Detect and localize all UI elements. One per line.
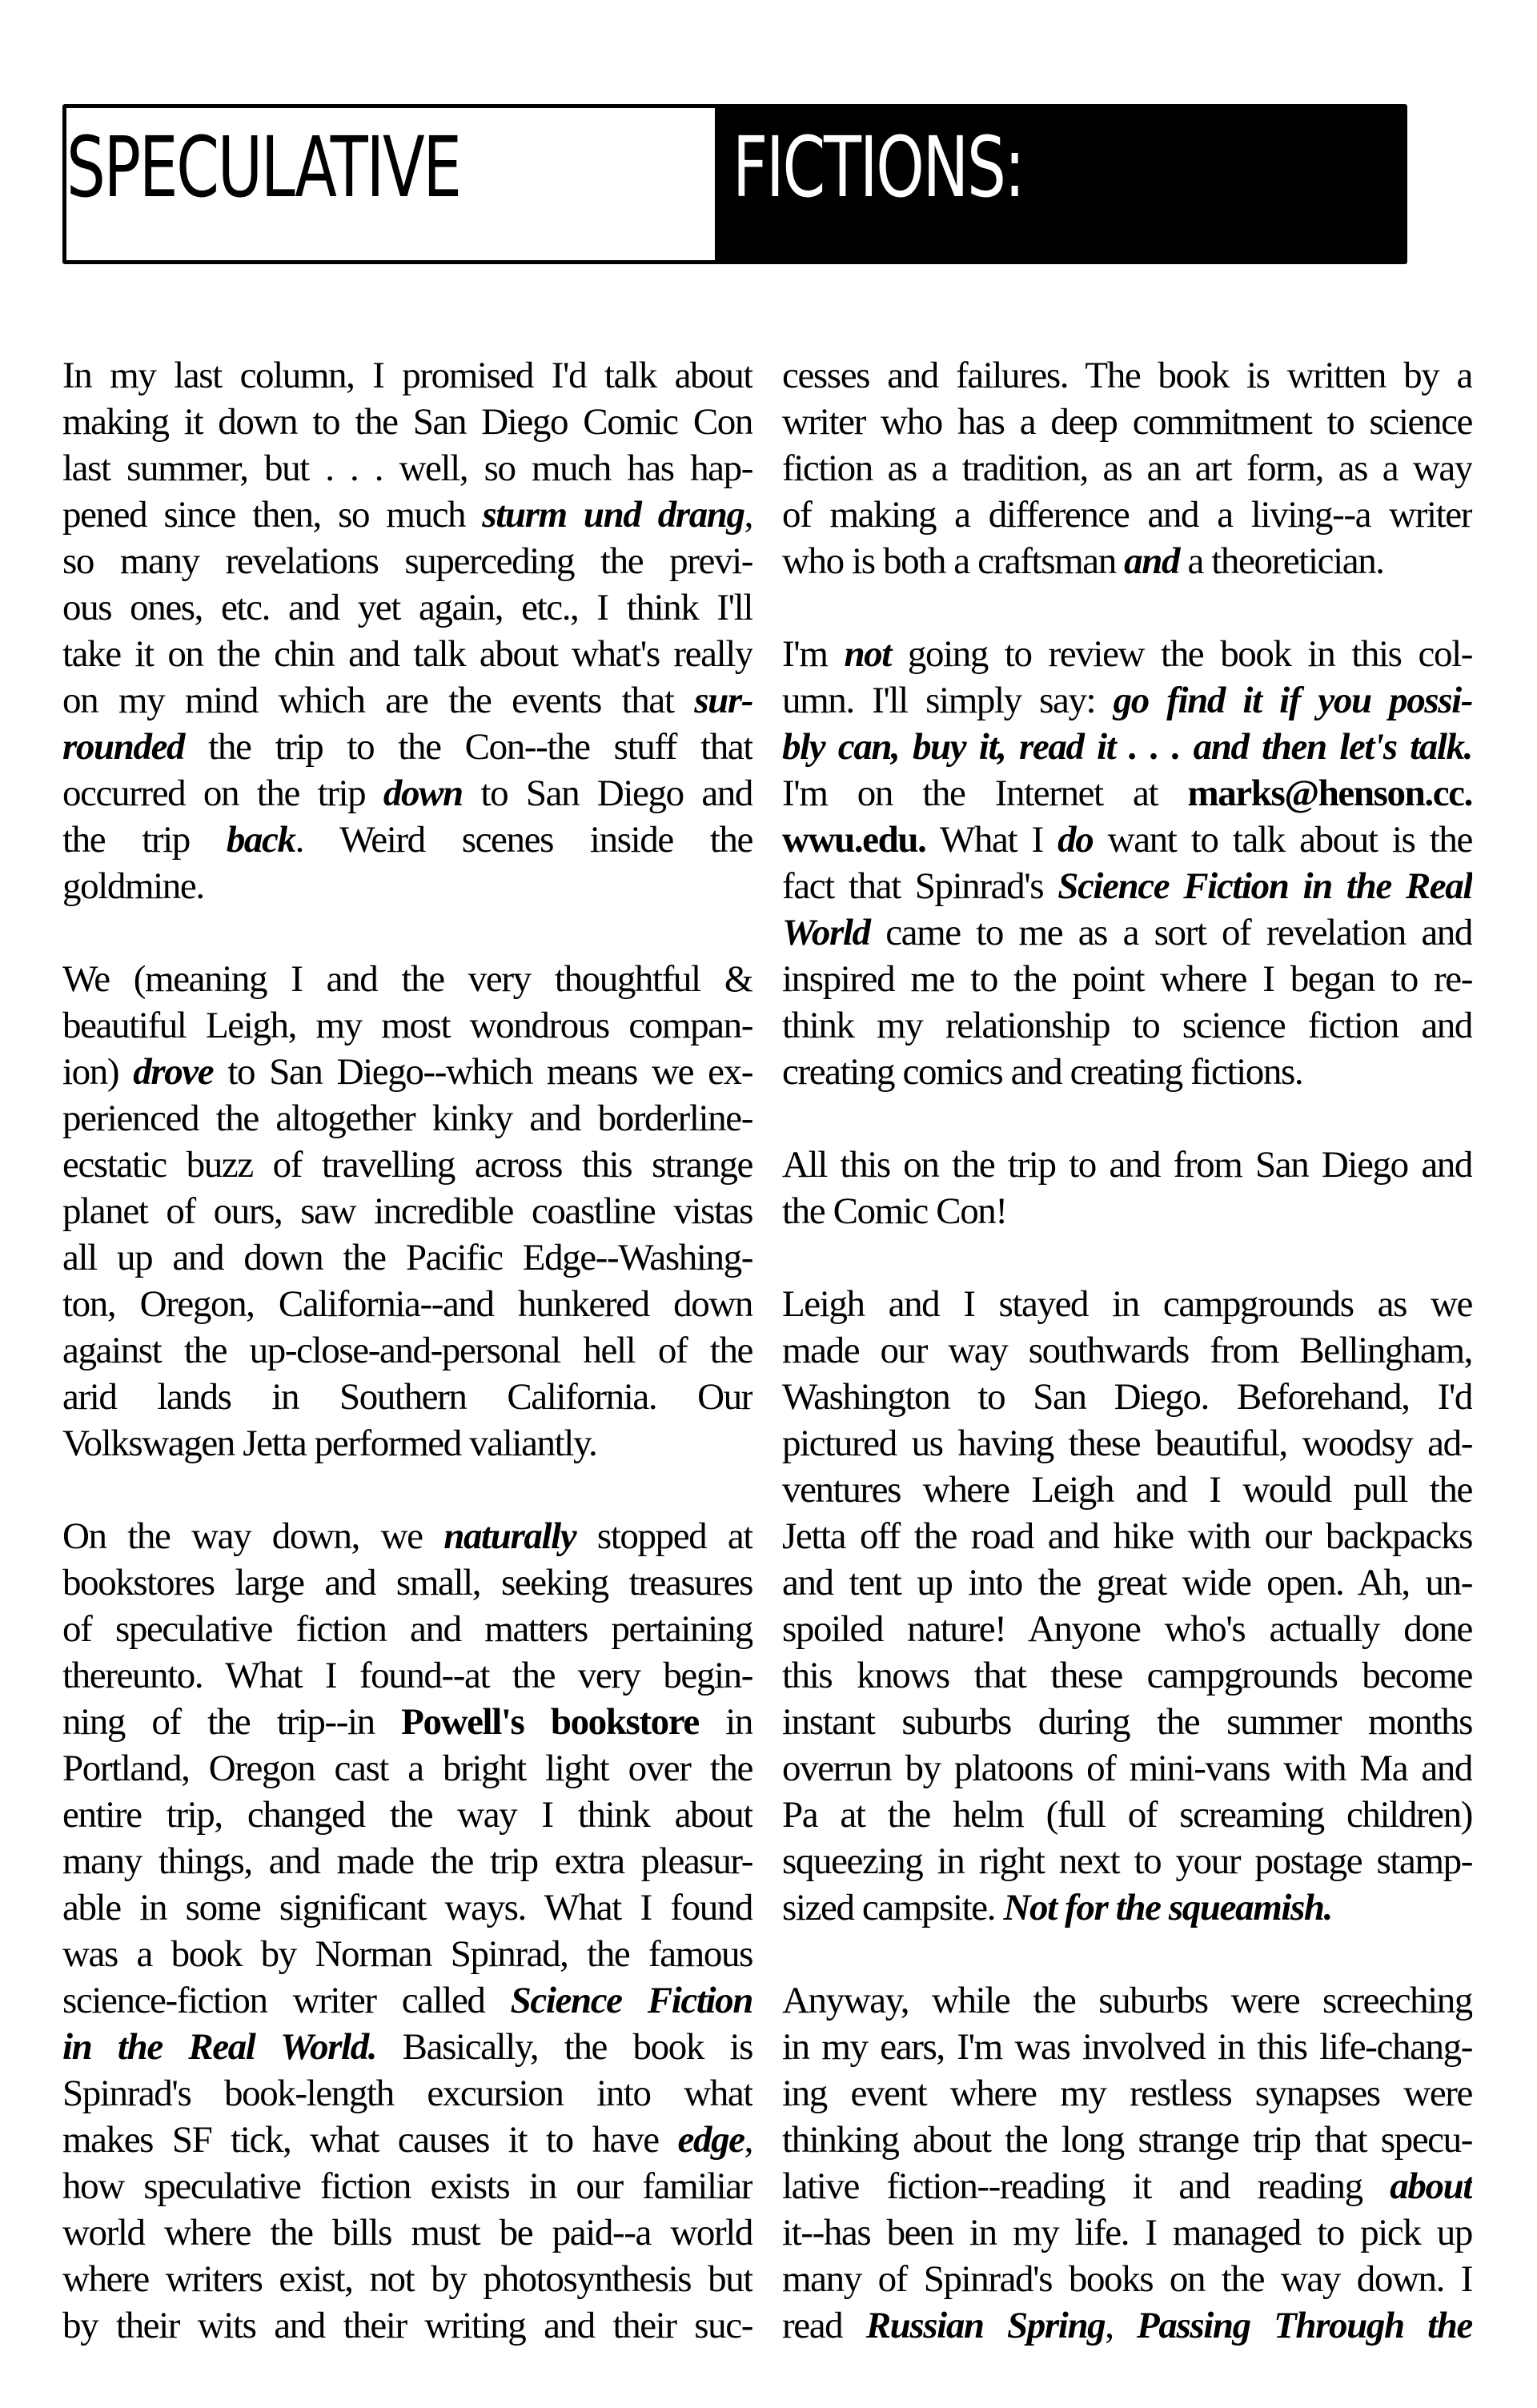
text-run: makes SF tick, what causes it to have — [62, 2119, 678, 2161]
text-run: overrun by platoons of mini-vans with Ma and — [782, 1748, 1472, 1789]
text-line — [782, 817, 1472, 863]
text-line — [782, 863, 1472, 909]
paragraph-gap — [782, 1095, 1472, 1142]
text-run: on my mind which are the events that — [62, 680, 695, 721]
text-run: and tent up into the great wide open. Ah, un- — [782, 1562, 1472, 1603]
text-run: cesses and failures. The book is written by a — [782, 355, 1472, 396]
text-run: think my relationship to science fiction and — [782, 1005, 1472, 1046]
text-run: made our way southwards from Bellingham, — [782, 1330, 1472, 1371]
text-run: ion) — [62, 1051, 134, 1093]
text-line — [62, 1792, 752, 1838]
emphasis-run: drove — [133, 1051, 214, 1093]
text-run: Anyway, while the suburbs were screeching — [782, 1980, 1472, 2021]
text-run: pictured us having these beautiful, woodsy ad- — [782, 1423, 1472, 1464]
text-run: planet of ours, saw incredible coastline vistas — [62, 1190, 752, 1232]
text-line — [782, 1049, 1472, 1095]
text-line — [62, 631, 752, 677]
emphasis-run: in the Real World. — [62, 2026, 377, 2068]
text-line — [62, 1420, 752, 1467]
text-line — [62, 1931, 752, 1977]
text-run: inspired me to the point where I began to re- — [782, 958, 1472, 1000]
text-line — [782, 1142, 1472, 1188]
emphasis-run: rounded — [62, 726, 185, 768]
text-line — [62, 863, 752, 909]
text-run: how speculative fiction exists in our familiar — [62, 2165, 752, 2207]
paragraph-gap — [782, 1234, 1472, 1281]
emphasis-run: bly can, buy it, read it . . . and then let's talk. — [782, 726, 1472, 768]
text-line — [782, 724, 1472, 770]
text-run: Jetta off the road and hike with our backpacks — [782, 1515, 1472, 1557]
emphasis-run: Russian Spring — [865, 2305, 1106, 2346]
text-run: spoiled nature! Anyone who's actually done — [782, 1608, 1472, 1650]
text-run: Washington to San Diego. Beforehand, I'd — [782, 1376, 1472, 1418]
text-line — [62, 1606, 752, 1652]
text-run: all up and down the Pacific Edge--Washing- — [62, 1237, 752, 1278]
text-line — [782, 1977, 1472, 2024]
title-speculative: SPECULATIVE — [66, 118, 460, 216]
text-line — [782, 492, 1472, 538]
text-line — [62, 1374, 752, 1420]
text-line — [782, 1699, 1472, 1745]
emphasis-run: go find it if you possi- — [1113, 680, 1472, 721]
text-run: beautiful Leigh, my most wondrous compan- — [62, 1005, 752, 1046]
text-run: where writers exist, not by photosynthesis but — [62, 2258, 752, 2300]
text-run: On the way down, we — [62, 1515, 444, 1557]
paragraph-gap — [62, 1467, 752, 1513]
text-line — [782, 1327, 1472, 1374]
emphasis-run: wwu.edu. — [782, 819, 926, 861]
text-run: Basically, the book is — [376, 2026, 752, 2068]
text-run: arid lands in Southern California. Our — [62, 1376, 752, 1418]
text-run: pened since then, so much — [62, 494, 483, 536]
text-run: writer who has a deep commitment to science — [782, 401, 1472, 443]
emphasis-run: Science Fiction in the Real — [1057, 865, 1472, 907]
text-run: , — [744, 2119, 752, 2161]
text-line — [62, 1884, 752, 1931]
text-run: of making a difference and a living--a writer — [782, 494, 1472, 536]
text-run: umn. I'll simply say: — [782, 680, 1114, 721]
text-line — [62, 445, 752, 492]
emphasis-run: marks@henson.cc. — [1187, 773, 1472, 814]
text-line — [62, 1977, 752, 2024]
emphasis-run: Not for the squeamish. — [1003, 1887, 1333, 1928]
text-run: it--has been in my life. I managed to pick up — [782, 2212, 1472, 2253]
text-line — [782, 1792, 1472, 1838]
text-line — [62, 817, 752, 863]
text-run: lative fiction--reading it and reading — [782, 2165, 1391, 2207]
emphasis-run: Powell's bookstore — [401, 1701, 699, 1743]
text-line — [62, 1049, 752, 1095]
text-run: ton, Oregon, California--and hunkered down — [62, 1283, 752, 1325]
text-run: entire trip, changed the way I think about — [62, 1794, 752, 1836]
text-run: , — [744, 494, 752, 536]
text-line — [782, 1838, 1472, 1884]
text-run: In my last column, I promised I'd talk about — [62, 355, 752, 396]
emphasis-run: sur- — [694, 680, 752, 721]
text-run: Leigh and I stayed in campgrounds as we — [782, 1283, 1472, 1325]
text-run: in my ears, I'm was involved in this life-chang- — [782, 2026, 1472, 2068]
emphasis-run: not — [844, 633, 891, 675]
text-line — [62, 584, 752, 631]
text-run: occurred on the trip — [62, 773, 383, 814]
text-run: a theoretician. — [1179, 540, 1384, 582]
text-line — [782, 1559, 1472, 1606]
text-line — [782, 1606, 1472, 1652]
emphasis-run: sturm und drang — [482, 494, 744, 536]
text-line — [782, 677, 1472, 724]
text-line — [782, 1467, 1472, 1513]
text-run: the trip to the Con--the stuff that — [184, 726, 752, 768]
text-line — [62, 2209, 752, 2256]
text-run: making it down to the San Diego Comic Con — [62, 401, 752, 443]
text-run: What I — [925, 819, 1058, 861]
column-title-banner — [62, 104, 1407, 264]
text-run: instant suburbs during the summer months — [782, 1701, 1472, 1743]
text-line — [62, 2302, 752, 2349]
left-text-column — [62, 352, 752, 2349]
paragraph-gap — [782, 584, 1472, 631]
text-line — [62, 1281, 752, 1327]
text-line — [782, 1652, 1472, 1699]
text-run: goldmine. — [62, 865, 204, 907]
text-run: against the up-close-and-personal hell of the — [62, 1330, 752, 1371]
emphasis-run: back — [226, 819, 295, 861]
text-line — [782, 352, 1472, 399]
text-line — [782, 2302, 1472, 2349]
text-run: squeezing in right next to your postage stamp- — [782, 1840, 1472, 1882]
text-line — [782, 2163, 1472, 2209]
text-line — [782, 909, 1472, 956]
text-run: want to talk about is the — [1093, 819, 1472, 861]
text-line — [782, 445, 1472, 492]
text-run: fact that Spinrad's — [782, 865, 1058, 907]
text-run: fiction as a tradition, as an art form, as a way — [782, 447, 1472, 489]
text-line — [782, 1281, 1472, 1327]
emphasis-run: do — [1057, 819, 1094, 861]
text-run: take it on the chin and talk about what's really — [62, 633, 752, 675]
text-run: All this on the trip to and from San Diego and — [782, 1144, 1472, 1186]
emphasis-run: Science Fiction — [510, 1980, 752, 2021]
text-run: I'm on the Internet at — [782, 773, 1188, 814]
text-line — [62, 956, 752, 1002]
text-run: who is both a craftsman — [782, 540, 1125, 582]
text-run: ing event where my restless synapses were — [782, 2073, 1472, 2114]
text-run: perienced the altogether kinky and borderline- — [62, 1098, 752, 1139]
emphasis-run: and — [1124, 540, 1180, 582]
text-run: so many revelations superceding the previ- — [62, 540, 752, 582]
text-line — [782, 2117, 1472, 2163]
text-run: thereunto. What I found--at the very begin- — [62, 1655, 752, 1696]
text-line — [62, 1188, 752, 1234]
text-run: was a book by Norman Spinrad, the famous — [62, 1933, 752, 1975]
text-line — [62, 770, 752, 817]
text-line — [62, 2024, 752, 2070]
emphasis-run: edge — [677, 2119, 744, 2161]
text-line — [62, 1838, 752, 1884]
text-run: this knows that these campgrounds become — [782, 1655, 1472, 1696]
emphasis-run: World — [782, 912, 870, 953]
text-line — [782, 2024, 1472, 2070]
text-run: world where the bills must be paid--a world — [62, 2212, 752, 2253]
text-line — [782, 1420, 1472, 1467]
text-line — [62, 1652, 752, 1699]
text-run: in — [698, 1701, 752, 1743]
text-line — [782, 631, 1472, 677]
text-run: the Comic Con! — [782, 1190, 1007, 1232]
text-line — [782, 1745, 1472, 1792]
text-line — [62, 399, 752, 445]
text-line — [782, 1884, 1472, 1931]
emphasis-run: down — [383, 773, 463, 814]
title-left-panel — [66, 108, 715, 260]
text-run: going to review the book in this col- — [890, 633, 1472, 675]
text-run: . Weird scenes inside the — [295, 819, 752, 861]
text-run: science-fiction writer called — [62, 1980, 511, 2021]
text-run: ning of the trip--in — [62, 1701, 402, 1743]
text-run: read — [782, 2305, 866, 2346]
title-fictions: FICTIONS: — [732, 118, 1024, 216]
paragraph-gap — [782, 1931, 1472, 1977]
text-line — [62, 677, 752, 724]
text-run: sized campsite. — [782, 1887, 1004, 1928]
text-line — [62, 538, 752, 584]
text-run: of speculative fiction and matters pertaining — [62, 1608, 752, 1650]
text-run: to San Diego--which means we ex- — [213, 1051, 752, 1093]
text-line — [782, 1002, 1472, 1049]
text-run: last summer, but . . . well, so much has hap- — [62, 447, 752, 489]
text-run: ecstatic buzz of travelling across this strange — [62, 1144, 752, 1186]
text-run: able in some significant ways. What I found — [62, 1887, 752, 1928]
emphasis-run: Passing Through the — [1137, 2305, 1472, 2346]
text-line — [62, 1745, 752, 1792]
text-run: ous ones, etc. and yet again, etc., I think I'll — [62, 587, 752, 628]
text-line — [782, 538, 1472, 584]
emphasis-run: about — [1390, 2165, 1472, 2207]
text-line — [62, 2070, 752, 2117]
text-run: came to me as a sort of revelation and — [869, 912, 1472, 953]
text-line — [62, 2163, 752, 2209]
text-run: Spinrad's book-length excursion into what — [62, 2073, 752, 2114]
text-run: the trip — [62, 819, 227, 861]
text-line — [62, 1513, 752, 1559]
text-run: creating comics and creating fictions. — [782, 1051, 1303, 1093]
right-text-column — [782, 352, 1472, 2349]
text-line — [782, 2209, 1472, 2256]
text-line — [62, 2256, 752, 2302]
text-line — [782, 770, 1472, 817]
text-run: I'm — [782, 633, 845, 675]
text-line — [62, 352, 752, 399]
text-line — [62, 1002, 752, 1049]
text-run: Pa at the helm (full of screaming children) — [782, 1794, 1472, 1836]
text-line — [782, 2070, 1472, 2117]
text-line — [62, 1327, 752, 1374]
text-run: , — [1105, 2305, 1138, 2346]
emphasis-run: naturally — [443, 1515, 576, 1557]
text-line — [782, 1188, 1472, 1234]
text-run: We (meaning I and the very thoughtful & — [62, 958, 752, 1000]
text-line — [62, 1142, 752, 1188]
text-line — [62, 1699, 752, 1745]
text-line — [62, 1559, 752, 1606]
text-run: bookstores large and small, seeking treasures — [62, 1562, 752, 1603]
paragraph-gap — [62, 909, 752, 956]
text-line — [782, 956, 1472, 1002]
title-right-panel — [715, 108, 1403, 260]
text-run: by their wits and their writing and their suc- — [62, 2305, 752, 2346]
text-line — [62, 1095, 752, 1142]
text-run: Portland, Oregon cast a bright light over the — [62, 1748, 752, 1789]
text-run: ventures where Leigh and I would pull the — [782, 1469, 1472, 1511]
text-line — [782, 399, 1472, 445]
text-run: thinking about the long strange trip that specu- — [782, 2119, 1472, 2161]
text-line — [62, 1234, 752, 1281]
text-run: to San Diego and — [462, 773, 752, 814]
text-line — [782, 1513, 1472, 1559]
text-run: Volkswagen Jetta performed valiantly. — [62, 1423, 597, 1464]
text-run: stopped at — [576, 1515, 752, 1557]
text-line — [62, 2117, 752, 2163]
text-line — [782, 1374, 1472, 1420]
text-line — [782, 2256, 1472, 2302]
text-run: many of Spinrad's books on the way down. I — [782, 2258, 1472, 2300]
text-line — [62, 724, 752, 770]
text-run: many things, and made the trip extra pleasur- — [62, 1840, 752, 1882]
text-line — [62, 492, 752, 538]
